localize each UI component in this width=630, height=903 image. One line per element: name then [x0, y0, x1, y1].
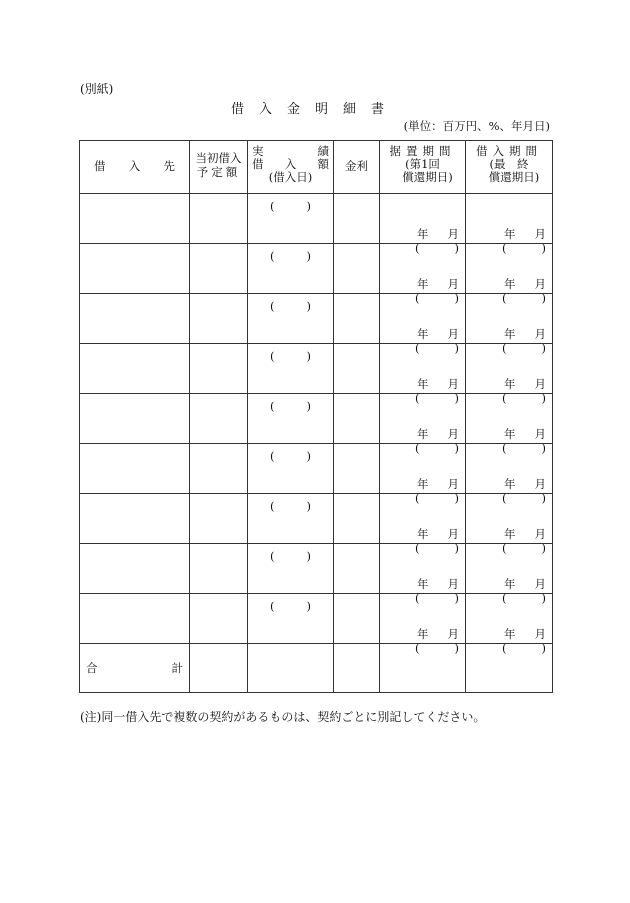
borrower-cell[interactable]	[80, 394, 190, 444]
table-row	[80, 294, 553, 344]
year-month-marks: 年 月	[417, 476, 459, 491]
table-row	[80, 494, 553, 544]
initial-amount-cell[interactable]	[190, 394, 248, 444]
borrow-date-parens: ( )	[270, 398, 311, 413]
date-parens: ( )	[415, 640, 459, 655]
year-month-marks: 年 月	[417, 226, 459, 241]
rate-cell[interactable]	[334, 494, 380, 544]
borrow-date-parens: ( )	[270, 548, 311, 563]
actual-amount-cell[interactable]	[248, 494, 334, 544]
rate-cell[interactable]	[334, 244, 380, 294]
date-parens: ( )	[415, 290, 459, 305]
date-parens: ( )	[415, 490, 459, 505]
date-parens: ( )	[502, 340, 546, 355]
actual-amount-cell[interactable]	[248, 544, 334, 594]
year-month-marks: 年 月	[417, 526, 459, 541]
date-parens: ( )	[502, 290, 546, 305]
borrower-cell[interactable]	[80, 594, 190, 644]
initial-amount-cell[interactable]	[190, 194, 248, 244]
initial-amount-cell[interactable]	[190, 344, 248, 394]
total-actual-cell	[248, 644, 334, 693]
date-parens: ( )	[502, 640, 546, 655]
year-month-marks: 年 月	[504, 226, 546, 241]
date-parens: ( )	[415, 440, 459, 455]
rate-cell[interactable]	[334, 444, 380, 494]
footnote: (注)同一借入先で複数の契約があるものは、契約ごとに別記してください。	[80, 710, 486, 724]
borrower-cell[interactable]	[80, 344, 190, 394]
initial-amount-cell[interactable]	[190, 294, 248, 344]
year-month-marks: 年 月	[504, 476, 546, 491]
year-month-marks: 年 月	[417, 576, 459, 591]
header-rate: 金利	[334, 141, 380, 194]
borrow-date-parens: ( )	[270, 448, 311, 463]
borrower-cell[interactable]	[80, 194, 190, 244]
total-initial-cell	[190, 644, 248, 693]
table-row	[80, 594, 553, 644]
header-grace-period: 据置期間 (第1回 償還期日)	[380, 141, 466, 194]
year-month-marks: 年 月	[504, 326, 546, 341]
borrow-date-parens: ( )	[270, 498, 311, 513]
loan-table	[79, 140, 553, 693]
actual-amount-cell[interactable]	[248, 444, 334, 494]
initial-amount-cell[interactable]	[190, 494, 248, 544]
header-borrower: 借 入 先	[80, 141, 190, 194]
rate-cell[interactable]	[334, 194, 380, 244]
year-month-marks: 年 月	[504, 626, 546, 641]
table-row	[80, 444, 553, 494]
date-parens: ( )	[502, 490, 546, 505]
initial-amount-cell[interactable]	[190, 544, 248, 594]
initial-amount-cell[interactable]	[190, 594, 248, 644]
date-parens: ( )	[415, 340, 459, 355]
rate-cell[interactable]	[334, 544, 380, 594]
actual-amount-cell[interactable]	[248, 594, 334, 644]
initial-amount-cell[interactable]	[190, 244, 248, 294]
borrower-cell[interactable]	[80, 244, 190, 294]
year-month-marks: 年 月	[504, 576, 546, 591]
rate-cell[interactable]	[334, 294, 380, 344]
actual-amount-cell[interactable]	[248, 394, 334, 444]
table-row	[80, 344, 553, 394]
borrow-date-parens: ( )	[270, 198, 311, 213]
date-parens: ( )	[502, 390, 546, 405]
table-row	[80, 194, 553, 244]
total-label-cell: 合 計	[80, 644, 190, 693]
loan-period-cell[interactable]	[466, 194, 553, 255]
date-parens: ( )	[502, 590, 546, 605]
borrow-date-parens: ( )	[270, 598, 311, 613]
date-parens: ( )	[502, 540, 546, 555]
date-parens: ( )	[415, 390, 459, 405]
year-month-marks: 年 月	[417, 426, 459, 441]
year-month-marks: 年 月	[417, 626, 459, 641]
grace-period-cell[interactable]	[380, 194, 466, 255]
borrow-date-parens: ( )	[270, 348, 311, 363]
total-row	[80, 644, 553, 693]
borrower-cell[interactable]	[80, 444, 190, 494]
date-parens: ( )	[415, 540, 459, 555]
table-row	[80, 244, 553, 294]
header-actual-amount: 実 績 借 入 額 (借入日)	[248, 141, 334, 194]
actual-amount-cell[interactable]	[248, 194, 334, 244]
table-row	[80, 394, 553, 444]
year-month-marks: 年 月	[504, 376, 546, 391]
borrower-cell[interactable]	[80, 294, 190, 344]
year-month-marks: 年 月	[504, 526, 546, 541]
borrow-date-parens: ( )	[270, 248, 311, 263]
actual-amount-cell[interactable]	[248, 344, 334, 394]
year-month-marks: 年 月	[504, 426, 546, 441]
year-month-marks: 年 月	[417, 276, 459, 291]
date-parens: ( )	[415, 240, 459, 255]
page-title: 借入金明細書	[230, 102, 399, 117]
header-loan-period: 借入期間 (最 終 償還期日)	[466, 141, 553, 194]
borrower-cell[interactable]	[80, 544, 190, 594]
year-month-marks: 年 月	[417, 376, 459, 391]
date-parens: ( )	[415, 590, 459, 605]
actual-amount-cell[interactable]	[248, 244, 334, 294]
year-month-marks: 年 月	[504, 276, 546, 291]
rate-cell[interactable]	[334, 344, 380, 394]
total-rate-cell	[334, 644, 380, 693]
year-month-marks: 年 月	[417, 326, 459, 341]
header-initial-amount: 当初借入 予定額	[190, 141, 248, 194]
rate-cell[interactable]	[334, 394, 380, 444]
header-row	[80, 141, 553, 194]
attachment-label: (別紙)	[80, 82, 114, 96]
date-parens: ( )	[502, 440, 546, 455]
borrower-cell[interactable]	[80, 494, 190, 544]
rate-cell[interactable]	[334, 594, 380, 644]
unit-label: (単位：百万円、%、年月日)	[403, 119, 550, 133]
borrow-date-parens: ( )	[270, 298, 311, 313]
date-parens: ( )	[502, 240, 546, 255]
initial-amount-cell[interactable]	[190, 444, 248, 494]
actual-amount-cell[interactable]	[248, 294, 334, 344]
table-row	[80, 544, 553, 594]
